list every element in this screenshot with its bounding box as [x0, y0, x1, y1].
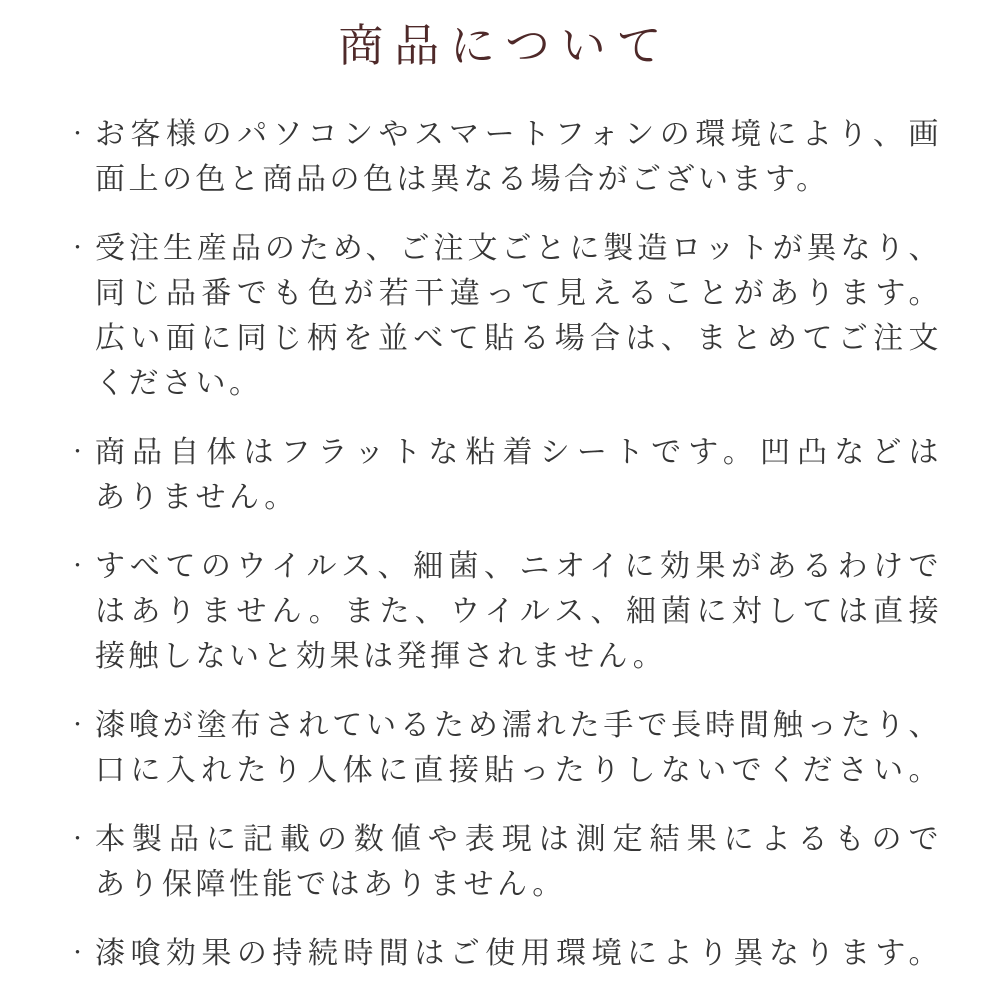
bullet-marker: ・ — [68, 442, 88, 463]
list-item — [68, 817, 942, 907]
note-line: 面上の色と商品の色は異なる場合がございます。 — [95, 163, 830, 196]
bullet-marker: ・ — [68, 238, 88, 259]
note-text — [95, 112, 942, 202]
note-text — [95, 931, 942, 977]
note-text — [95, 703, 942, 793]
note-line: 本製品に記載の数値や表現は測定結果によるもので — [95, 823, 942, 856]
note-text — [95, 430, 942, 520]
list-item — [68, 703, 942, 793]
list-item — [68, 544, 942, 679]
note-line: すべてのウイルス、細菌、ニオイに効果があるわけで — [95, 550, 942, 583]
note-line: あり保障性能ではありません。 — [95, 868, 566, 901]
list-item — [68, 112, 942, 202]
note-line: はありません。また、ウイルス、細菌に対しては直接 — [95, 595, 942, 628]
note-line: 同じ品番でも色が若干違って見えることがあります。 — [95, 277, 942, 310]
note-line: 口に入れたり人体に直接貼ったりしないでください。 — [95, 754, 942, 787]
note-line: 受注生産品のため、ご注文ごとに製造ロットが異なり、 — [95, 232, 942, 265]
note-line: 広い面に同じ柄を並べて貼る場合は、まとめてご注文 — [95, 322, 942, 355]
note-line: ください。 — [95, 367, 263, 400]
bullet-marker: ・ — [68, 715, 88, 736]
note-line: ありません。 — [95, 481, 298, 514]
note-text — [95, 544, 942, 679]
note-line: 漆喰効果の持続時間はご使用環境により異なります。 — [95, 937, 942, 970]
list-item — [68, 430, 942, 520]
note-line: 接触しないと効果は発揮されません。 — [95, 640, 667, 673]
note-line: お客様のパソコンやスマートフォンの環境により、画 — [95, 118, 942, 151]
note-text — [95, 226, 942, 406]
notes-list — [68, 112, 942, 977]
note-line: 漆喰が塗布されているため濡れた手で長時間触ったり、 — [95, 709, 942, 742]
note-text — [95, 817, 942, 907]
note-line: 商品自体はフラットな粘着シートです。凹凸などは — [95, 436, 942, 469]
list-item — [68, 226, 942, 406]
bullet-marker: ・ — [68, 124, 88, 145]
bullet-marker: ・ — [68, 829, 88, 850]
list-item — [68, 931, 942, 977]
page-title: 商品について — [338, 20, 673, 71]
bullet-marker: ・ — [68, 943, 88, 964]
bullet-marker: ・ — [68, 556, 88, 577]
